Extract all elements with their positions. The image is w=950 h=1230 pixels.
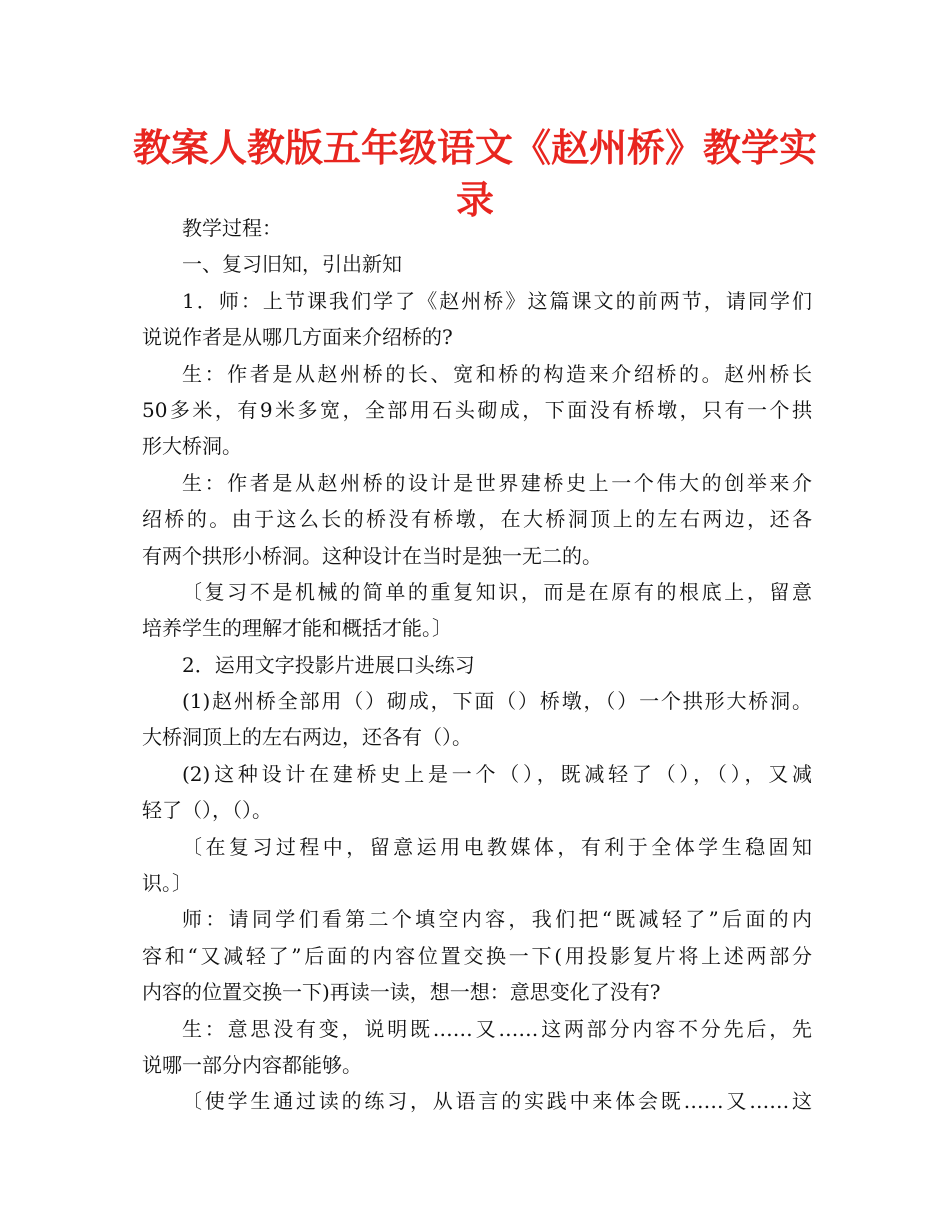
body-line: 〔使学生通过读的练习，从语言的实践中来体会既……又……这	[182, 1089, 812, 1114]
body-line: 说说作者是从哪几方面来介绍桥的?	[142, 325, 453, 350]
body-line: 内容的位置交换一下)再读一读，想一想：意思变化了没有?	[142, 980, 661, 1005]
title-line-1: 教案人教版五年级语文《赵州桥》教学实	[132, 126, 817, 170]
body-line: 〔复习不是机械的简单的重复知识，而是在原有的根底上，留意	[182, 579, 812, 604]
body-line: 1．师：上节课我们学了《赵州桥》这篇课文的前两节，请同学们	[182, 288, 812, 313]
body-line: 说哪一部分内容都能够。	[142, 1052, 362, 1077]
body-line: 轻了（），（）。	[142, 798, 272, 823]
body-line: 识。〕	[142, 871, 192, 896]
body-line: 生：意思没有变，说明既……又……这两部分内容不分先后，先	[182, 1016, 812, 1041]
body-line: 生：作者是从赵州桥的设计是世界建桥史上一个伟大的创举来介	[182, 470, 812, 495]
body-line: 绍桥的。由于这么长的桥没有桥墩，在大桥洞顶上的左右两边，还各	[142, 507, 812, 532]
body-line: 〔在复习过程中，留意运用电教媒体，有利于全体学生稳固知	[182, 834, 812, 859]
body-line: 50多米，有9米多宽，全部用石头砌成，下面没有桥墩，只有一个拱	[142, 397, 812, 422]
body-line: 一、复习旧知，引出新知	[182, 252, 402, 277]
body-line: 生：作者是从赵州桥的长、宽和桥的构造来介绍桥的。赵州桥长	[182, 361, 812, 386]
body-line: 2．运用文字投影片进展口头练习	[182, 652, 475, 677]
title-line-2: 录	[455, 178, 494, 222]
body-line: (2)这种设计在建桥史上是一个（），既减轻了（），（），又减	[182, 761, 812, 786]
body-line: 大桥洞顶上的左右两边，还各有（）。	[142, 725, 472, 750]
body-line: 形大桥洞。	[142, 434, 242, 459]
body-line: 有两个拱形小桥洞。这种设计在当时是独一无二的。	[142, 543, 602, 568]
body-line: 培养学生的理解才能和概括才能。〕	[142, 616, 452, 641]
body-line: 师：请同学们看第二个填空内容，我们把“既减轻了”后面的内	[182, 907, 812, 932]
body-line: 容和“又减轻了”后面的内容位置交换一下(用投影复片将上述两部分	[142, 943, 812, 968]
body-line: (1)赵州桥全部用（）砌成，下面（）桥墩，（）一个拱形大桥洞。	[182, 689, 812, 714]
document-body	[142, 210, 812, 1120]
body-line: 教学过程：	[182, 216, 282, 240]
